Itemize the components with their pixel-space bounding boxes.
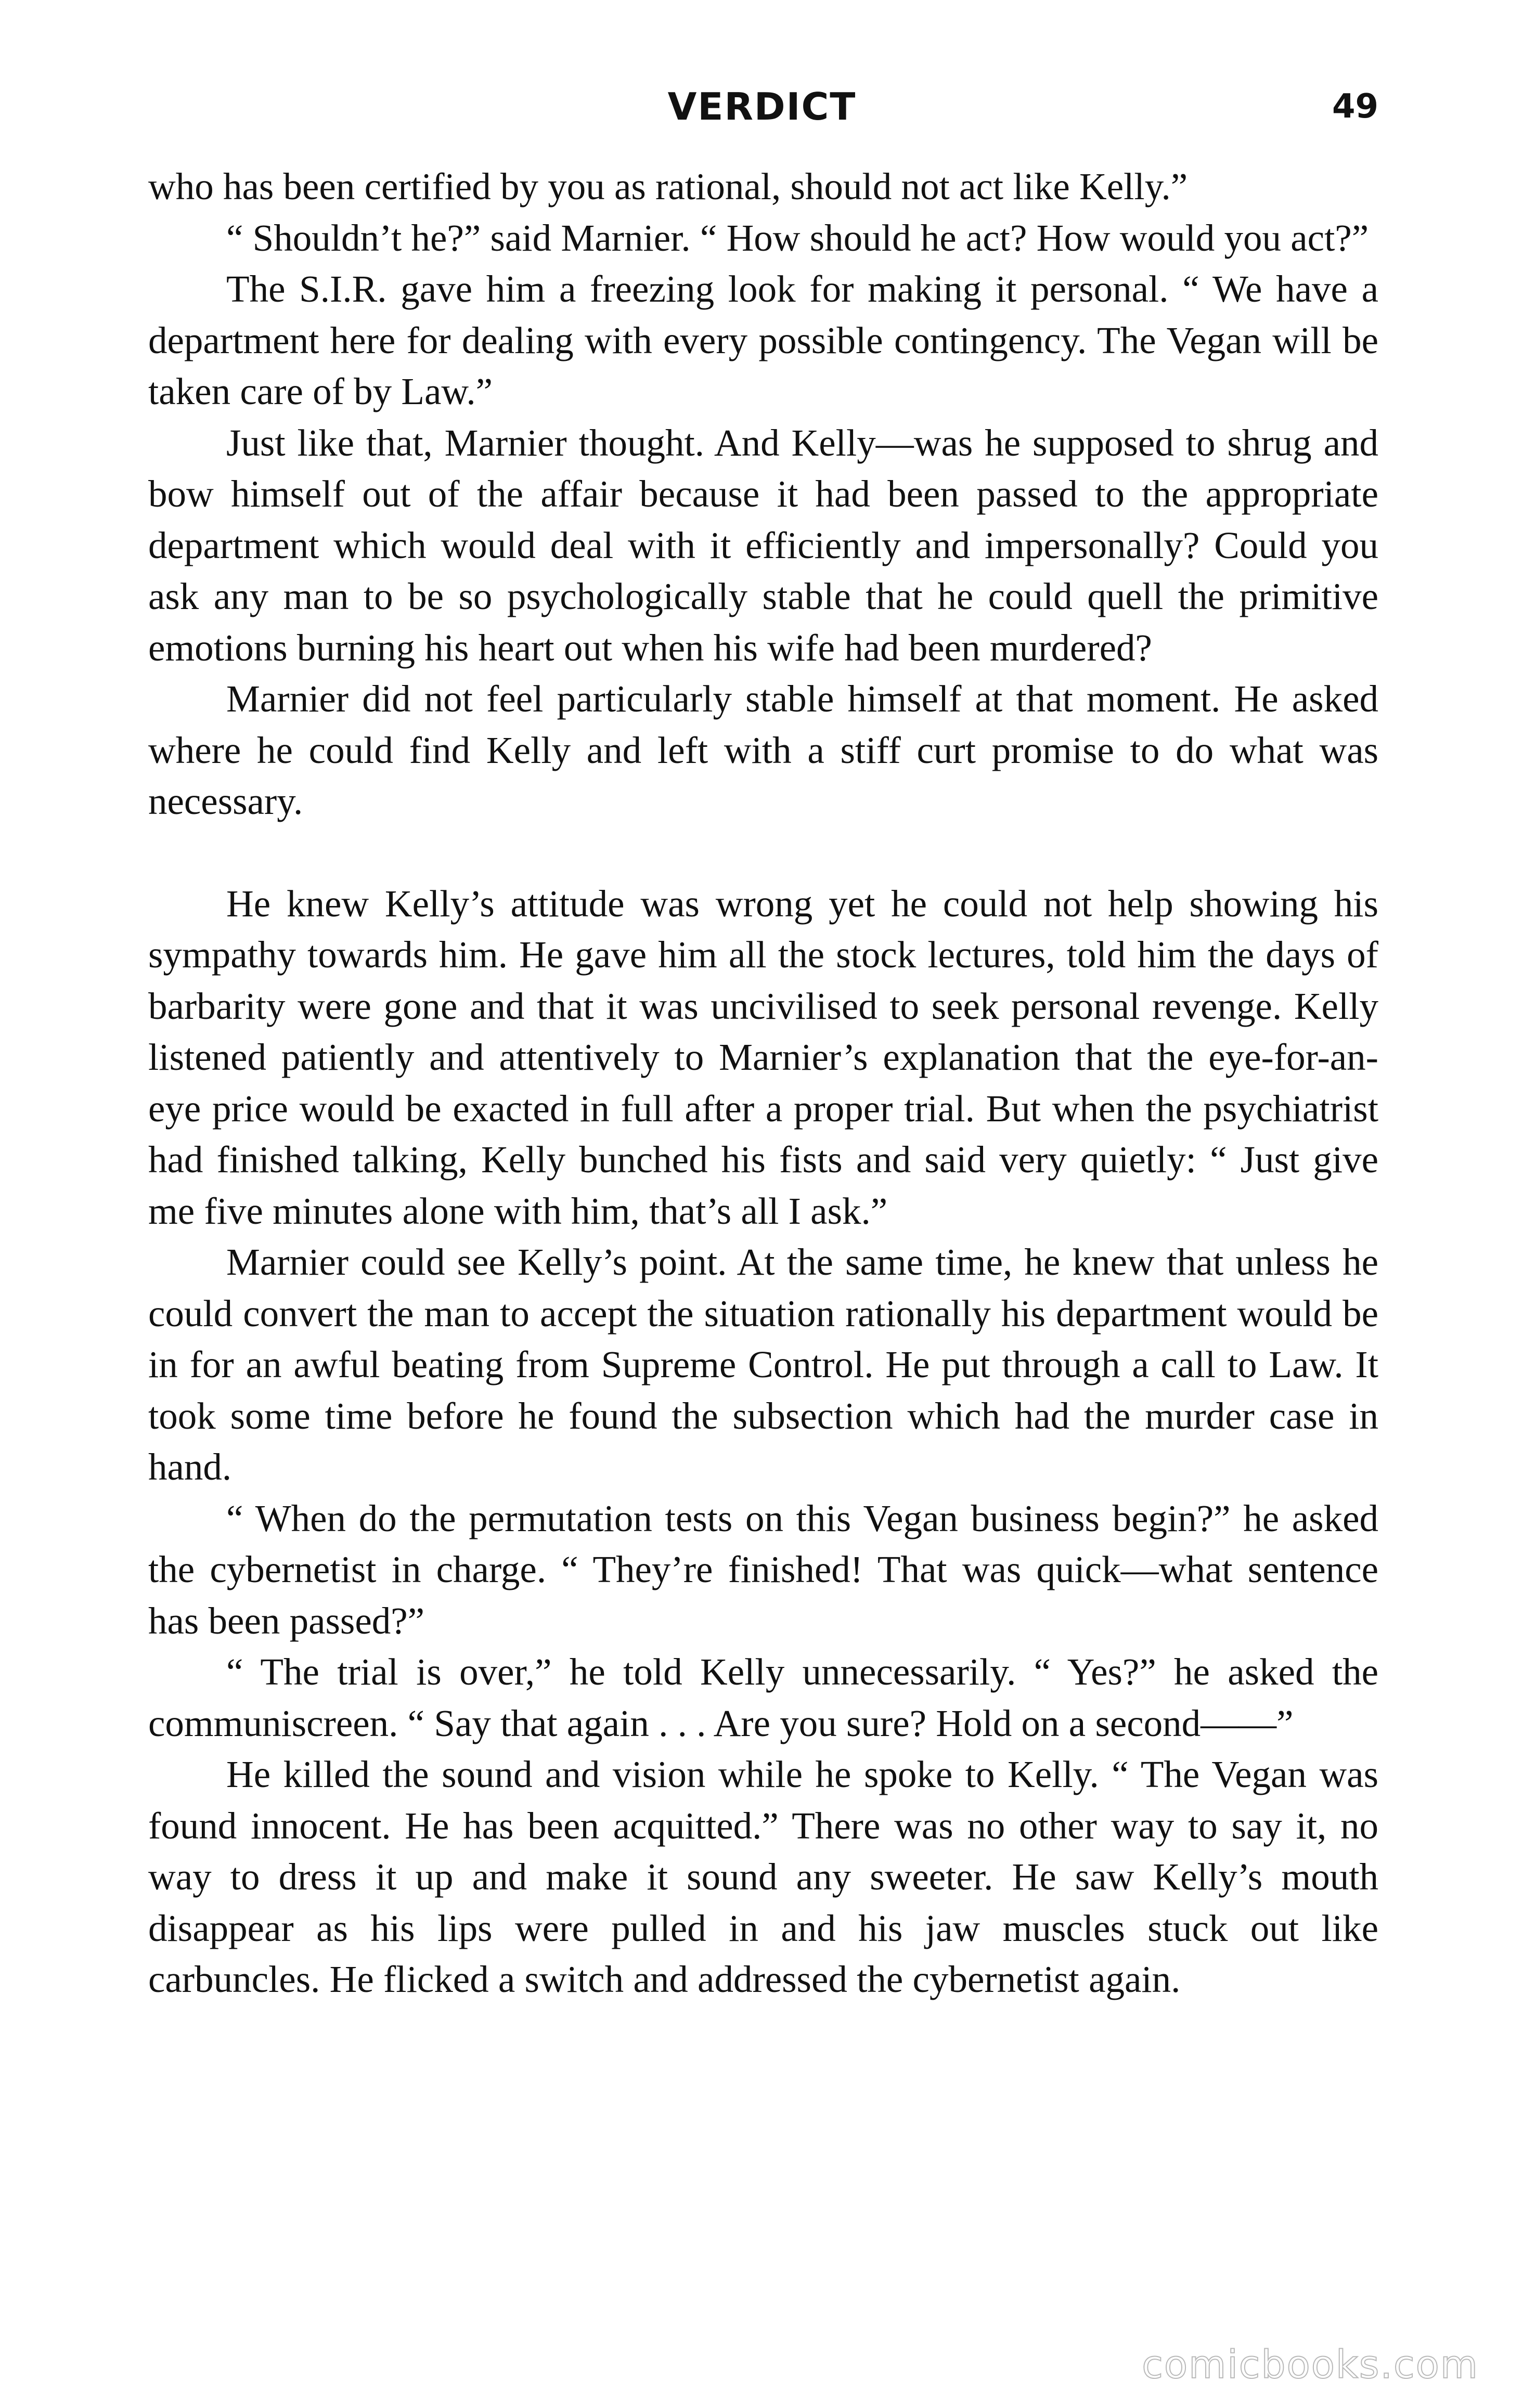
paragraph: “ Shouldn’t he?” said Marnier. “ How should he act? How would you act?” (226, 216, 1369, 259)
paragraph: The S.I.R. gave him a freezing look for making it personal. “ We have a department here for dealing with every possible contingency. The Vegan will be taken care of by Law.” (148, 268, 1378, 412)
page-number: 49 (1332, 87, 1378, 126)
watermark: comicbooks.com (1142, 2342, 1479, 2387)
paragraph: He killed the sound and vision while he spoke to Kelly. “ The Vegan was found innocent. He has been acquitted.” There was no other way to say it, no way to dress it up and make it sound any sweeter. He saw Kelly’s mouth disappear as his lips were pulled in and his jaw muscles stuck out like carbuncles. He flicked a switch and addressed the cybernetist again. (148, 1753, 1378, 2000)
paragraph: Marnier could see Kelly’s point. At the same time, he knew that unless he could convert the man to accept the situation rationally his department would be in for an awful beating from Supreme Control. He put through a call to Law. It took some time before he found the subsection which had the murder case in hand. (148, 1241, 1378, 1488)
paragraph: He knew Kelly’s attitude was wrong yet he could not help showing his sympathy towards him. He gave him all the stock lectures, told him the days of barbarity were gone and that it was uncivilised to seek personal revenge. Kelly listened patiently and attentively to Marnier’s explanation that the eye-for-an-eye price would be exacted in full after a proper trial. But when the psychiatrist had finished talking, Kelly bunched his fists and said very quietly: “ Just give me five minutes alone with him, that’s all I ask.” (148, 882, 1378, 1232)
paragraph: “ When do the permutation tests on this Vegan business begin?” he asked the cybernetist in charge. “ They’re finished! That was quick—what sentence has been passed?” (148, 1497, 1378, 1642)
paragraph: Just like that, Marnier thought. And Kelly—was he supposed to shrug and bow himself out of the affair because it had been passed to the appropriate department which would deal with it efficiently and impersonally? Could you ask any man to be so psychologically stable that he could quell the primitive emotions burning his heart out when his wife had been murdered? (148, 421, 1378, 669)
section-break (148, 827, 1378, 878)
paragraph-continued: who has been certified by you as rational, should not act like Kelly.” (148, 165, 1188, 208)
paragraph: Marnier did not feel particularly stable himself at that moment. He asked where he could find Kelly and left with a stiff curt promise to do what was necessary. (148, 678, 1378, 822)
running-head (146, 78, 1378, 135)
running-title: VERDICT (667, 85, 857, 128)
paragraph: “ The trial is over,” he told Kelly unnecessarily. “ Yes?” he asked the communiscreen. “ Say that again . . . Are you sure? Hold on a second——” (148, 1651, 1378, 1744)
body-text (148, 161, 1378, 2005)
